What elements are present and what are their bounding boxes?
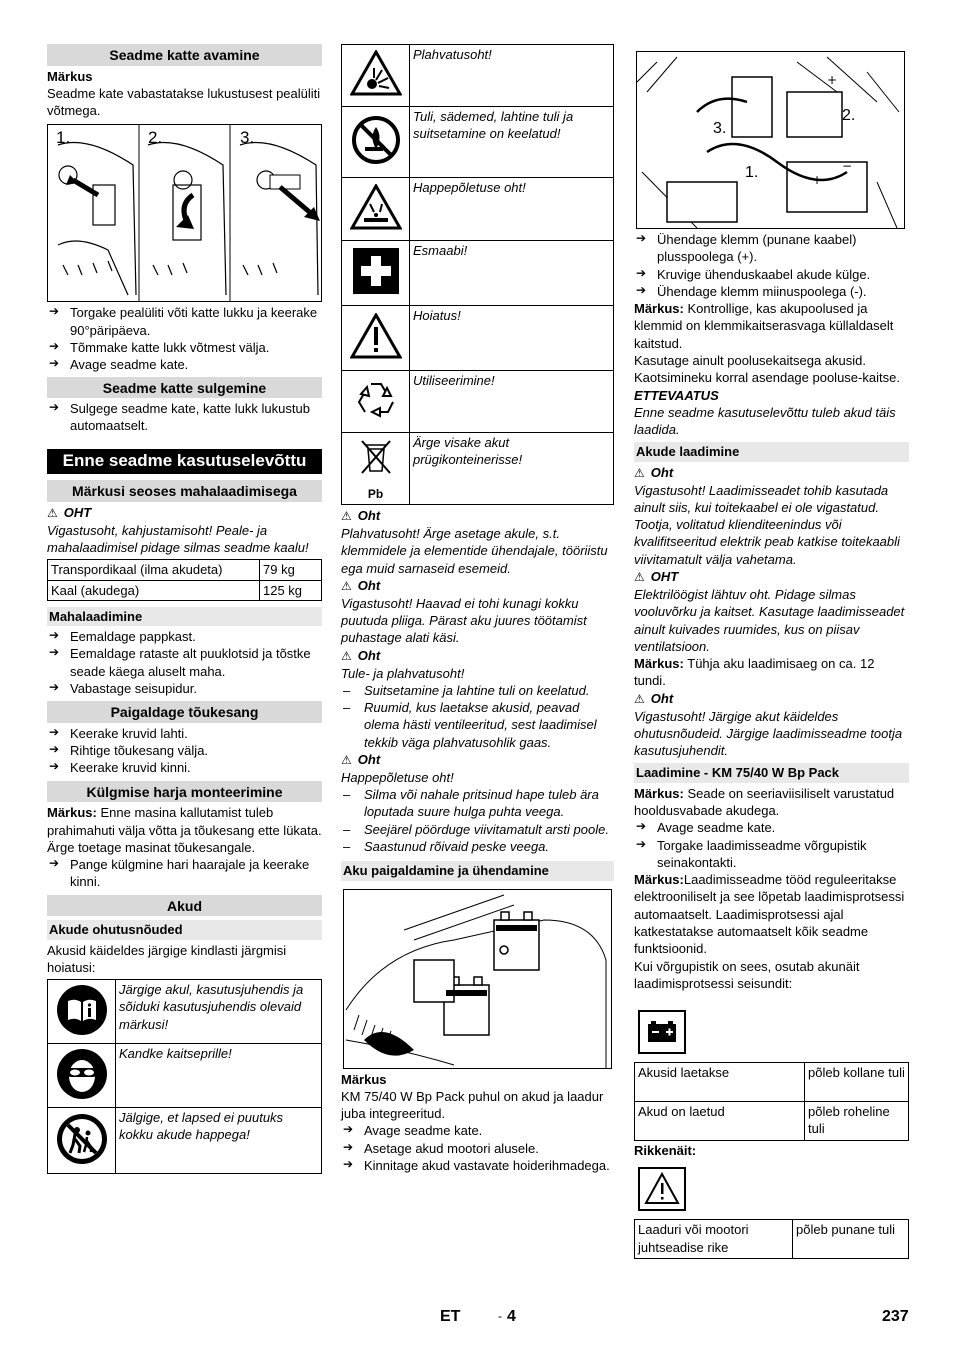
note-label: Märkus: bbox=[634, 872, 684, 888]
step: ➔ Ühendage klemm miinuspoolega (-). bbox=[634, 283, 909, 300]
warning-triangle-icon: ⚠ bbox=[341, 578, 352, 593]
note-text: Tühja aku laadimisaeg on ca. 12 tundi. bbox=[634, 656, 875, 689]
body-text: Akusid käideldes järgige kindlasti järgmisi hoiatusi: bbox=[47, 942, 287, 975]
symbol-text: Kandke kaitseprille! bbox=[116, 1044, 322, 1108]
first-aid-icon bbox=[342, 241, 410, 306]
note-label: Märkus: bbox=[634, 301, 684, 317]
warning-label: Oht bbox=[357, 577, 381, 593]
list-item: – Saastunud rõivaid peske veega. bbox=[341, 838, 614, 855]
step: ➔ Pange külgmine hari haarajale ja keerake kinni. bbox=[47, 856, 322, 891]
warning-heading bbox=[634, 464, 909, 482]
warning-triangle-icon: ⚠ bbox=[634, 465, 645, 480]
body-text: Kasutage ainult poolusekaitsega akusid. Kaotsimineku korral asendage pooluse-kaitse. bbox=[634, 352, 900, 386]
table-cell: 125 kg bbox=[260, 580, 322, 600]
subsection-title: Laadimine - KM 75/40 W Bp Pack bbox=[634, 763, 909, 782]
warning-heading bbox=[341, 507, 614, 525]
warning-heading bbox=[47, 504, 322, 522]
recycling-icon bbox=[342, 371, 410, 433]
symbol-text: Plahvatusoht! bbox=[410, 45, 614, 107]
figure-label-1: 1. bbox=[56, 128, 71, 148]
warning-label: Oht bbox=[357, 508, 381, 523]
symbol-table-1 bbox=[47, 979, 322, 1174]
warning-label: Oht bbox=[650, 464, 674, 480]
footer-separator: - bbox=[498, 1309, 502, 1323]
symbol-text: Jälgige, et lapsed ei puutuks kokku akude happega! bbox=[116, 1108, 322, 1174]
symbol-text: Happepõletuse oht! bbox=[410, 178, 614, 241]
step: ➔ Kruvige ühenduskaabel akude külge. bbox=[634, 266, 909, 283]
column-1 bbox=[47, 44, 322, 1174]
warning-text: Vigastusoht, kahjustamisoht! Peale- ja mahalaadimisel pidage silmas seadme kaalu! bbox=[47, 522, 309, 555]
note-label: Märkus bbox=[47, 68, 93, 84]
warning-heading bbox=[634, 690, 909, 708]
footer-language: ET bbox=[440, 1308, 461, 1325]
step: ➔ Eemaldage pappkast. bbox=[47, 628, 322, 645]
table-cell: Akusid laetakse bbox=[635, 1063, 805, 1102]
table-row bbox=[635, 1220, 909, 1259]
step: ➔ Eemaldage rataste alt puuklotsid ja tõstke seade käega aluselt maha. bbox=[47, 645, 322, 680]
step: ➔ Avage seadme kate. bbox=[341, 1122, 614, 1139]
svg-text:+: + bbox=[812, 173, 823, 187]
section-title: Paigaldage tõukesang bbox=[47, 701, 322, 723]
figure-label-3: 3. bbox=[713, 120, 727, 137]
note-label: Märkus bbox=[341, 1071, 387, 1087]
no-open-flame-icon bbox=[342, 107, 410, 178]
caution-label: ETTEVAATUS bbox=[634, 387, 719, 403]
table-row bbox=[342, 178, 614, 241]
warning-triangle-icon: ⚠ bbox=[47, 505, 58, 520]
table-cell: põleb kollane tuli bbox=[805, 1063, 909, 1102]
note-text: KM 75/40 W Bp Pack puhul on akud ja laadur juba integreeritud. bbox=[341, 1088, 604, 1122]
step: ➔ Keerake kruvid lahti. bbox=[47, 725, 322, 742]
svg-text:+: + bbox=[827, 73, 838, 87]
list-item: – Seejärel pöörduge viivitamatult arsti poole. bbox=[341, 821, 614, 838]
note-text: Enne masina kallutamist tuleb prahimahuti välja võtta ja tõukesang ette lükata. Ärge toetage masinat tõukesangale. bbox=[47, 805, 322, 855]
warning-heading bbox=[341, 577, 614, 595]
warning-heading bbox=[341, 751, 614, 769]
note-label: Märkus: bbox=[634, 656, 684, 672]
table-cell: Kaal (akudega) bbox=[48, 580, 260, 600]
table-cell: põleb punane tuli bbox=[793, 1220, 909, 1259]
note-label: Märkus: bbox=[47, 805, 97, 821]
battery-charge-icon bbox=[638, 1010, 686, 1054]
cover-open-illustration bbox=[48, 125, 321, 301]
table-row bbox=[48, 560, 322, 580]
symbol-text: Utiliseerimine! bbox=[410, 371, 614, 433]
warning-text: Vigastusoht! Järgige akut käideldes ohutusnõudeid. Järgige laadimisseadme tootja kasutusjuhendit. bbox=[634, 708, 903, 759]
symbol-text: Ärge visake akut prügikonteinerisse! bbox=[410, 433, 614, 505]
acid-burn-icon bbox=[342, 178, 410, 241]
table-row bbox=[635, 1063, 909, 1102]
note-text: Laadimisseadme tööd reguleeritakse elektrooniliselt ja see lõpetab laadimisprotsessi automaatselt. Laadimisprotsessi ajal katkestatakse automaatselt kõik seadme funktsioonid. bbox=[634, 872, 905, 957]
step: ➔ Avage seadme kate. bbox=[47, 356, 322, 373]
footer-page-small: 4 bbox=[507, 1308, 516, 1325]
note-label: Märkus: bbox=[634, 785, 684, 801]
table-cell: Akud on laetud bbox=[635, 1102, 805, 1141]
note-text: Seadme kate vabastatakse lukustusest pealüliti võtmega. bbox=[47, 85, 321, 119]
warning-label: OHT bbox=[63, 504, 92, 520]
warning-label: OHT bbox=[650, 569, 679, 585]
step: ➔ Ühendage klemm (punane kaabel) plusspoolega (+). bbox=[634, 231, 909, 266]
column-3 bbox=[634, 44, 909, 1259]
subsection-title: Aku paigaldamine ja ühendamine bbox=[341, 861, 614, 880]
battery-connection-illustration bbox=[637, 52, 904, 228]
note bbox=[634, 655, 909, 690]
step: ➔ Asetage akud mootori alusele. bbox=[341, 1140, 614, 1157]
weight-table bbox=[47, 559, 322, 601]
step: ➔ Avage seadme kate. bbox=[634, 819, 909, 836]
list-item: – Suitsetamine ja lahtine tuli on keelatud. bbox=[341, 682, 614, 699]
warning-triangle-icon: ⚠ bbox=[341, 648, 352, 663]
chapter-title: Enne seadme kasutuselevõttu bbox=[47, 449, 322, 474]
table-cell: Laaduri või mootori juhtseadise rike bbox=[635, 1220, 793, 1259]
step: ➔ Sulgege seadme kate, katte lukk lukustub automaatselt. bbox=[47, 400, 322, 435]
table-row bbox=[342, 241, 614, 306]
battery-install-illustration bbox=[344, 890, 611, 1068]
warning-text: Plahvatusoht! Ärge asetage akule, s.t. klemmidele ja elementide ühendajale, tööriistu ega muid sarnaseid esemeid. bbox=[341, 525, 608, 576]
note-text: Kontrollige, kas akupoolused ja klemmid on klemmikaitserasvaga küllaldaselt kaitstud. bbox=[634, 301, 894, 351]
safety-goggles-icon bbox=[48, 1044, 116, 1108]
figure-label-2: 2. bbox=[148, 128, 163, 148]
fault-table bbox=[634, 1219, 909, 1259]
section-title: Märkusi seoses mahalaadimisega bbox=[47, 480, 322, 502]
warning-label: Oht bbox=[650, 690, 674, 706]
step: ➔ Tõmmake katte lukk võtmest välja. bbox=[47, 339, 322, 356]
section-title: Külgmise harja monteerimine bbox=[47, 781, 322, 803]
table-row bbox=[635, 1102, 909, 1141]
explosion-icon bbox=[342, 45, 410, 107]
symbol-table-2 bbox=[341, 44, 614, 505]
pb-label: Pb bbox=[367, 486, 384, 501]
figure-label-1: 1. bbox=[745, 164, 759, 181]
warning-text: Vigastusoht! Haavad ei tohi kunagi kokku puutuda pliiga. Pärast aku juures töötamist puhastage alati käsi. bbox=[341, 595, 587, 646]
fault-warning-icon bbox=[638, 1167, 686, 1211]
warning-label: Oht bbox=[357, 751, 381, 767]
warning-text: Vigastusoht! Laadimisseadet tohib kasutada ainult siis, kui toitekaabel ei ole vigastatud. Tootja, volitatud klienditeenindus või kvalifitseeritud elektrik peab katkise toitekaabli viivitamatult välja vahetama. bbox=[634, 482, 900, 567]
step: ➔ Kinnitage akud vastavate hoiderihmadega. bbox=[341, 1157, 614, 1174]
symbol-text: Järgige akul, kasutusjuhendis ja sõiduki kasutusjuhendis olevaid märkusi! bbox=[116, 980, 322, 1044]
table-row bbox=[342, 306, 614, 371]
warning-triangle-icon: ⚠ bbox=[634, 691, 645, 706]
table-cell: 79 kg bbox=[260, 560, 322, 580]
warning-triangle-icon: ⚠ bbox=[634, 570, 645, 585]
symbol-text: Tuli, sädemed, lahtine tuli ja suitsetamine on keelatud! bbox=[410, 107, 614, 178]
symbol-text: Esmaabi! bbox=[410, 241, 614, 306]
table-row bbox=[48, 1108, 322, 1174]
table-cell: põleb roheline tuli bbox=[805, 1102, 909, 1141]
subsection-title: Mahalaadimine bbox=[47, 607, 322, 626]
warning-triangle-icon: ⚠ bbox=[341, 752, 352, 767]
table-row bbox=[342, 433, 614, 505]
note bbox=[634, 871, 909, 957]
footer-page-number: 237 bbox=[882, 1308, 909, 1325]
symbol-text: Hoiatus! bbox=[410, 306, 614, 371]
warning-heading bbox=[341, 647, 614, 665]
no-trash-bin-icon bbox=[342, 433, 410, 505]
fault-label: Rikkenäit: bbox=[634, 1143, 697, 1159]
list-item: – Ruumid, kus laetakse akusid, peavad olema hästi ventileeritud, sest laadimisel tekkib väga plahvatusohlik gaas. bbox=[341, 699, 614, 751]
warning-triangle-icon: ⚠ bbox=[341, 509, 352, 523]
battery-install-figure bbox=[343, 889, 612, 1069]
section-title: Seadme katte avamine bbox=[47, 44, 322, 66]
warning-label: Oht bbox=[357, 647, 381, 663]
warning-text: Happepõletuse oht! bbox=[341, 769, 454, 785]
note bbox=[634, 300, 909, 352]
table-row bbox=[342, 107, 614, 178]
battery-connection-figure bbox=[636, 51, 905, 229]
subsection-title: Akude ohutusnõuded bbox=[47, 920, 322, 939]
svg-text:−: − bbox=[842, 159, 853, 173]
table-row bbox=[48, 580, 322, 600]
warning-text: Elektrilöögist lähtuv oht. Pidage silmas vooluvõrku ja kaitset. Kasutage laadimisseadet ainult kuivades ruumides, kus on piisav ventilatsioon. bbox=[634, 586, 905, 654]
caution-text: Enne seadme kasutuselevõttu tuleb akud täis laadida. bbox=[634, 404, 896, 438]
table-row bbox=[48, 1044, 322, 1108]
warning-text: Tule- ja plahvatusoht! bbox=[341, 665, 465, 681]
step: ➔ Rihtige tõukesang välja. bbox=[47, 742, 322, 759]
note bbox=[634, 785, 909, 820]
subsection-title: Akude laadimine bbox=[634, 442, 909, 461]
table-row bbox=[342, 371, 614, 433]
charge-status-table bbox=[634, 1062, 909, 1141]
list-item: – Silma või nahale pritsinud hape tuleb ära loputada suure hulga puhta veega. bbox=[341, 786, 614, 821]
note-text: Seade on seeriaviisiliselt varustatud hooldusvabade akudega. bbox=[634, 785, 895, 819]
table-cell: Transpordikaal (ilma akudeta) bbox=[48, 560, 260, 580]
warning-icon bbox=[342, 306, 410, 371]
step: ➔ Torgake pealüliti võti katte lukku ja keerake 90°päripäeva. bbox=[47, 304, 322, 339]
warning-heading bbox=[634, 568, 909, 586]
body-text: Kui võrgupistik on sees, osutab akunäit laadimisprotsessi seisundit: bbox=[634, 958, 860, 991]
keep-children-away-icon bbox=[48, 1108, 116, 1174]
step: ➔ Vabastage seisupidur. bbox=[47, 680, 322, 697]
cover-open-figure bbox=[47, 124, 322, 302]
note bbox=[47, 804, 322, 856]
figure-label-2: 2. bbox=[842, 107, 856, 124]
step: ➔ Keerake kruvid kinni. bbox=[47, 759, 322, 776]
read-manual-icon bbox=[48, 980, 116, 1044]
column-2 bbox=[341, 44, 614, 1174]
section-title: Seadme katte sulgemine bbox=[47, 377, 322, 399]
table-row bbox=[48, 980, 322, 1044]
step: ➔ Torgake laadimisseadme võrgupistik seinakontakti. bbox=[634, 837, 909, 872]
table-row bbox=[342, 45, 614, 107]
figure-label-3: 3. bbox=[240, 128, 255, 148]
section-title: Akud bbox=[47, 895, 322, 917]
